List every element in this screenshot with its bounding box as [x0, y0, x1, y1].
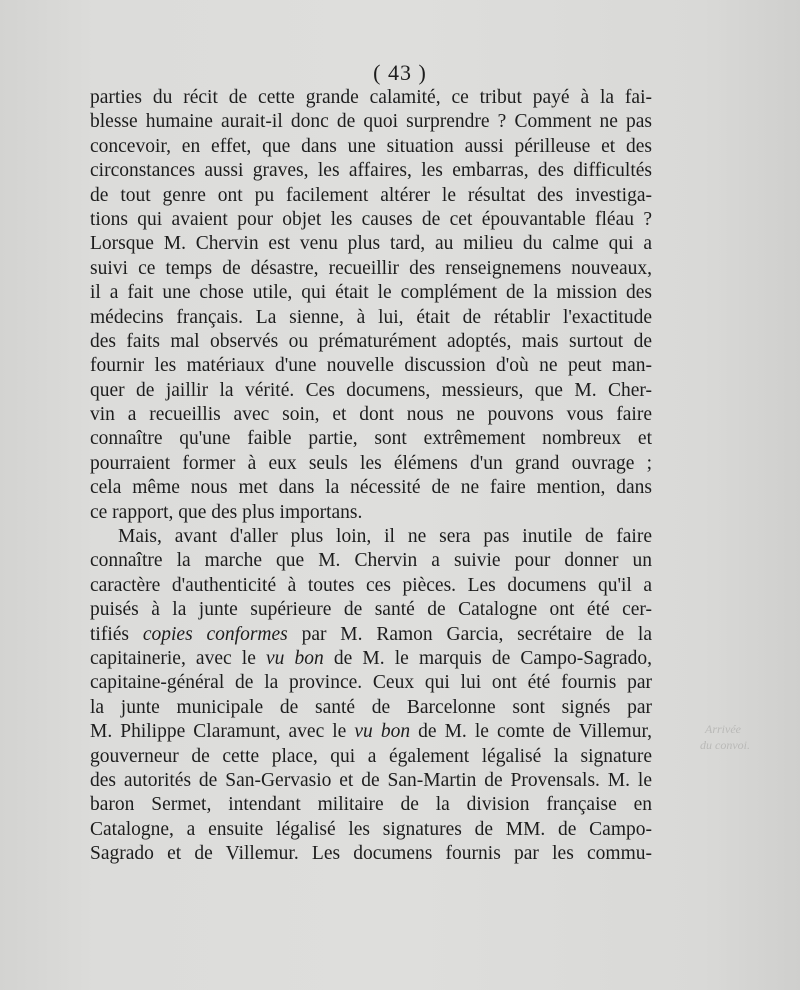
text-line: des faits mal observés ou prématurément adoptés, mais surtout de — [90, 330, 652, 352]
text-line: blesse humaine aurait-il donc de quoi surprendre ? Comment ne pas — [90, 111, 652, 133]
text-span: M. Philippe Claramunt, avec le — [90, 721, 347, 743]
text-line: médecins français. La sienne, à lui, était de rétablir l'exactitude — [90, 306, 652, 328]
text-line — [90, 623, 652, 647]
text-line: quer de jaillir la vérité. Ces documens, messieurs, que M. Cher- — [90, 379, 652, 401]
text-line: de tout genre ont pu facilement altérer le résultat des investiga- — [90, 184, 652, 206]
body-text — [90, 86, 652, 867]
text-line: puisés à la junte supérieure de santé de Catalogne ont été cer- — [90, 599, 652, 621]
margin-note: du convoi. — [700, 738, 750, 752]
text-line: Catalogne, a ensuite légalisé les signatures de MM. de Campo- — [90, 818, 652, 840]
text-line: Lorsque M. Chervin est venu plus tard, au milieu du calme qui a — [90, 233, 652, 255]
text-span: par M. Ramon Garcia, secrétaire de la — [301, 623, 653, 645]
text-line: baron Sermet, intendant militaire de la division française en — [90, 794, 652, 816]
text-line: caractère d'authenticité à toutes ces pièces. Les documens qu'il a — [90, 574, 652, 596]
text-line: connaître qu'une faible partie, sont extrêmement nombreux et — [90, 428, 652, 450]
text-line: des autorités de San-Gervasio et de San-Martin de Provensals. M. le — [90, 769, 652, 791]
margin-note: Arrivée — [705, 722, 741, 736]
text-line: il a fait une chose utile, qui était le complément de la mission des — [90, 282, 652, 304]
italic-text: vu bon — [354, 721, 411, 743]
text-line: fournir les matériaux d'une nouvelle discussion d'où ne peut man- — [90, 355, 652, 377]
text-span: tifiés — [90, 623, 129, 645]
text-line: capitaine-général de la province. Ceux qui lui ont été fournis par — [90, 672, 652, 694]
text-line: ce rapport, que des plus importans. — [90, 501, 363, 523]
text-line: Mais, avant d'aller plus loin, il ne sera pas inutile de faire — [118, 526, 652, 548]
text-line: cela même nous met dans la nécessité de ne faire mention, dans — [90, 477, 652, 499]
text-line — [90, 720, 652, 744]
text-line: la junte municipale de santé de Barcelonne sont signés par — [90, 696, 652, 718]
text-line: suivi ce temps de désastre, recueillir des renseignemens nouveaux, — [90, 257, 652, 279]
text-span: de M. le marquis de Campo-Sagrado, — [333, 647, 653, 669]
text-line: pourraient former à eux seuls les élémens d'un grand ouvrage ; — [90, 452, 652, 474]
text-line: parties du récit de cette grande calamité, ce tribut payé à la fai- — [90, 87, 652, 108]
text-span: capitainerie, avec le — [90, 647, 256, 669]
italic-text: vu bon — [265, 647, 324, 669]
text-line — [90, 647, 652, 671]
text-span: de M. le comte de Villemur, — [418, 721, 653, 743]
text-line: Sagrado et de Villemur. Les documens fournis par les commu- — [90, 843, 652, 865]
page-number: ( 43 ) — [373, 60, 427, 85]
italic-text: copies conformes — [142, 623, 288, 645]
text-line: concevoir, en effet, que dans une situation aussi périlleuse et des — [90, 135, 652, 157]
text-line: gouverneur de cette place, qui a également légalisé la signature — [90, 745, 652, 767]
text-line: tions qui avaient pour objet les causes de cet épouvantable fléau ? — [90, 208, 652, 230]
text-line: connaître la marche que M. Chervin a suivie pour donner un — [90, 550, 652, 572]
text-line: vin a recueillis avec soin, et dont nous ne pouvons vous faire — [90, 404, 652, 426]
text-line: circonstances aussi graves, les affaires, les embarras, des difficultés — [90, 160, 652, 182]
